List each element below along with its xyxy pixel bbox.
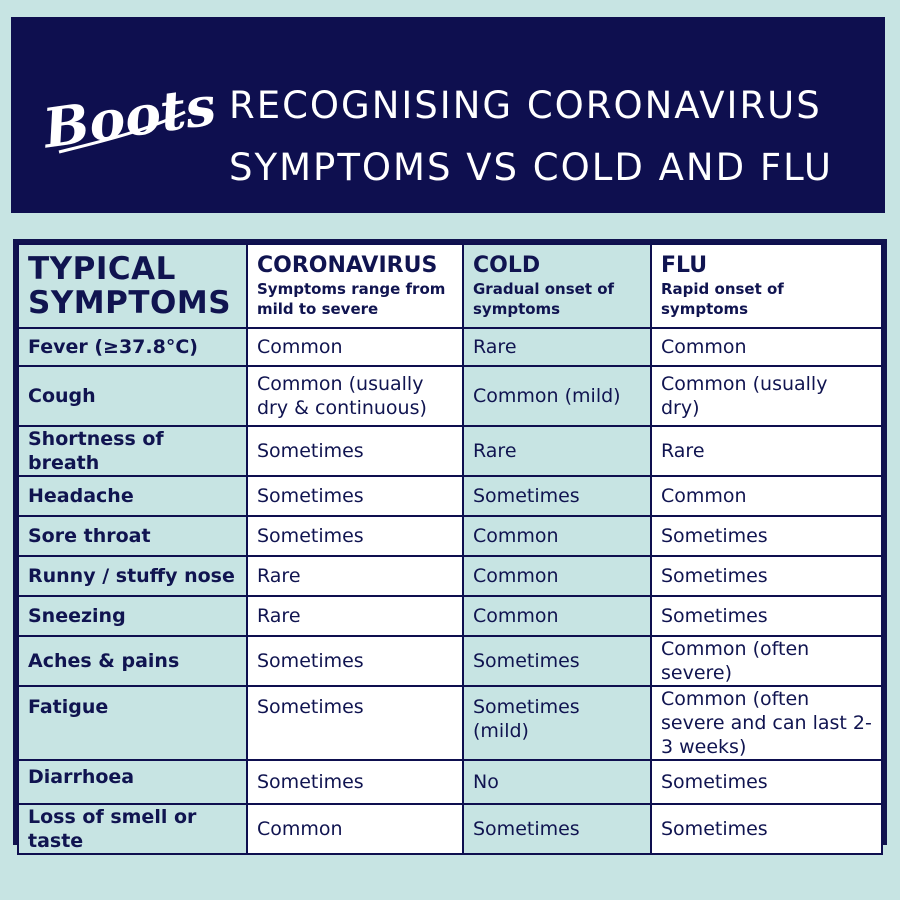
table-row [18,328,882,366]
cold-cell: Common [463,556,651,596]
table-row [18,686,882,760]
table-header-row [18,244,882,328]
coronavirus-cell: Sometimes [247,516,463,556]
symptom-cell: Aches & pains [18,636,247,686]
flu-cell: Rare [651,426,882,476]
table-row [18,476,882,516]
table-row [18,804,882,854]
header-cold [463,244,651,328]
header-flu [651,244,882,328]
flu-cell: Common [651,476,882,516]
typical-symptoms-label: TYPICAL SYMPTOMS [28,251,232,321]
cold-cell: Common [463,516,651,556]
header-typical-symptoms [18,244,247,328]
header-coronavirus [247,244,463,328]
symptom-cell: Shortness of breath [18,426,247,476]
symptom-cell: Sneezing [18,596,247,636]
symptom-cell: Fatigue [18,686,247,760]
flu-cell: Common [651,328,882,366]
symptom-cell: Diarrhoea [18,760,247,804]
table-row [18,760,882,804]
flu-cell: Sometimes [651,804,882,854]
symptom-cell: Loss of smell or taste [18,804,247,854]
header-banner [11,17,885,213]
flu-cell: Common (often severe and can last 2-3 weeks) [651,686,882,760]
symptom-cell: Fever (≥37.8°C) [18,328,247,366]
coronavirus-cell: Rare [247,556,463,596]
coronavirus-title: CORONAVIRUS [257,253,438,278]
table-row [18,516,882,556]
coronavirus-cell: Sometimes [247,426,463,476]
symptom-cell: Runny / stuffy nose [18,556,247,596]
coronavirus-cell: Sometimes [247,636,463,686]
boots-logo [39,72,220,164]
title-line-2: SYMPTOMS VS COLD AND FLU [229,146,833,189]
cold-cell: Rare [463,426,651,476]
cold-cell: Sometimes [463,804,651,854]
symptom-cell: Cough [18,366,247,426]
table-row [18,366,882,426]
coronavirus-cell: Common [247,328,463,366]
cold-cell: Common (mild) [463,366,651,426]
table-row [18,636,882,686]
cold-title: COLD [473,253,541,278]
flu-title: FLU [661,253,708,278]
symptoms-table [17,243,883,855]
coronavirus-cell: Sometimes [247,760,463,804]
flu-cell: Sometimes [651,760,882,804]
page-title [229,75,879,199]
flu-subtitle: Rapid onset of symptoms [661,280,784,318]
logo-text: Boots [39,73,220,161]
cold-cell: Common [463,596,651,636]
coronavirus-subtitle: Symptoms range from mild to severe [257,280,446,318]
coronavirus-cell: Common (usually dry & continuous) [247,366,463,426]
flu-cell: Sometimes [651,556,882,596]
cold-cell: Sometimes (mild) [463,686,651,760]
coronavirus-cell: Sometimes [247,476,463,516]
coronavirus-cell: Sometimes [247,686,463,760]
table-row [18,556,882,596]
symptoms-table-container [13,239,887,852]
symptom-cell: Sore throat [18,516,247,556]
flu-cell: Sometimes [651,596,882,636]
table-row [18,426,882,476]
flu-cell: Common (often severe) [651,636,882,686]
cold-cell: No [463,760,651,804]
flu-cell: Common (usually dry) [651,366,882,426]
symptom-cell: Headache [18,476,247,516]
title-line-1: RECOGNISING CORONAVIRUS [229,84,822,127]
flu-cell: Sometimes [651,516,882,556]
cold-cell: Sometimes [463,476,651,516]
cold-cell: Sometimes [463,636,651,686]
table-row [18,596,882,636]
cold-subtitle: Gradual onset of symptoms [473,280,615,318]
cold-cell: Rare [463,328,651,366]
coronavirus-cell: Rare [247,596,463,636]
coronavirus-cell: Common [247,804,463,854]
